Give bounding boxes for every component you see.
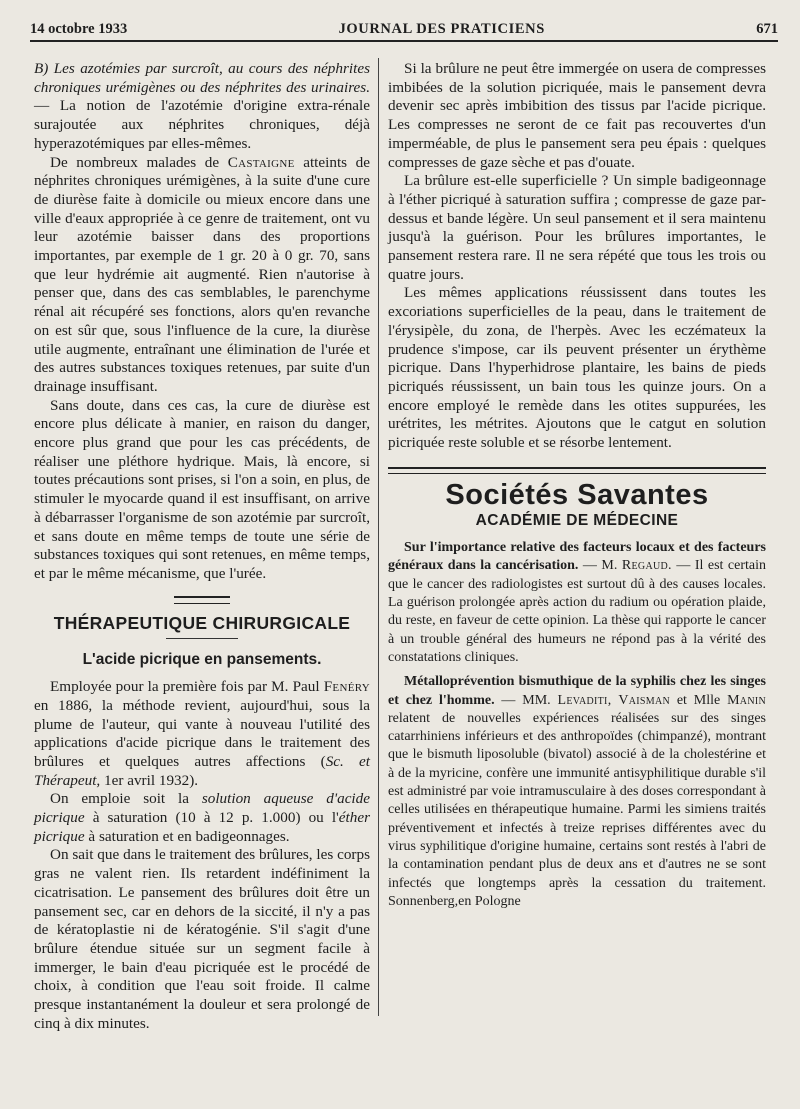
journal-name: JOURNAL DES PRATICIENS [338, 21, 545, 37]
page-header [30, 16, 778, 38]
subsection-heading: B) Les azotémies par surcroît, au cours des néphrites chroniques urémigènes ou des néphrites des urinaires. [34, 60, 370, 96]
item-title: Sur l'importance relative des facteurs locaux et des facteurs généraux dans la cancérisation. [388, 540, 766, 574]
paragraph: On sait que dans le traitement des brûlures, les corps gras ne valent rien. Ils retardent indéfiniment la cicatrisation. Le pansement des brûlures doit être un pansement sec, car en dehors de la siccité, il n'y a pas de kératoplastie ni de kératogénie. S'il s'agit d'une brûlure étendue située sur un segment facile à immerger, le bain d'eau picriquée est le procédé de choix, à condition que l'eau soit froide. Il calme presque instantanément la douleur et sera prolongé de cinq à dix minutes. [34, 846, 370, 1032]
text-run: On emploie soit la [50, 790, 202, 808]
double-rule [388, 467, 766, 474]
paragraph: La brûlure est-elle superficielle ? Un simple badigeonnage à l'éther picriqué à saturation suffira ; compresse de gaze par-dessus et bande légère. Un seul pansement et il sera maintenu jusqu'à la guérison. Pour les brûlures importantes, le pansement restera rare. Il ne sera répété que tous les trois ou quatre jours. [388, 172, 766, 283]
item-title: Métalloprévention bismuthique de la syphilis chez les singes et chez l'homme. [388, 674, 766, 708]
text-run: 1er avril 1932). [100, 771, 199, 789]
text-run: à saturation et en badigeonnages. [84, 827, 290, 845]
text-run: — MM. [494, 692, 558, 708]
paragraph [34, 678, 370, 790]
text-run: — Il est certain que le cancer des radiologistes est surtout dû à des causes locales. La guérison prolongée après action du radium ou opération plaide, du reste, en faveur de cette opinion. La thèse qui rapporte le cancer à un trouble général des humeurs ne répond pas à la vérité des constatations cliniques. [388, 558, 767, 665]
text-run: atteints de néphrites chroniques urémigènes, à la suite d'une cure de diurèse faite à domicile ou mieux encore dans une ville d'eaux appropriée à ce genre de traitement, ont vu leur azotémie baisser dans des proportions importantes, par exemple de 1 gr. 20 à 0 gr. 70, sans que leur hydrémie ait augmenté. Rien n'autorise à penser que, dans des cas semblables, le parenchyme rénal ait récupéré ses fonctions, alors qu'en revanche on est sûr que, sous l'influence de la cure, la diurèse utile augmente, entraînant une élimination de l'urée et des autres substances toxiques retenues, par suite d'un drainage insuffisant. [34, 153, 370, 395]
paragraph [34, 790, 370, 846]
emphasis: éther picrique [34, 809, 370, 845]
text-run: — La notion de l'azotémie d'origine extra-rénale surajoutée aux néphrites chroniques, déjà hyperazotémiques par elles-mêmes. [34, 97, 370, 152]
paragraph: Les mêmes applications réussissent dans toutes les excoriations superficielles de la peau, dans le traitement de l'érysipèle, du zona, de l'herpès. Avec les eczémateux la prudence s'impose, car ils peuvent présenter un érythème picrique. Dans l'hyperhidrose plantaire, les bains de pieds picriqués réussissent, un bain tous les quinze jours. On a encore employé le remède dans les otites suppurées, les urétrites, les métrites. Ajoutons que le catgut en solution picriquée reste soluble et se résorbe lentement. [388, 284, 766, 452]
author-name: Levaditi, [557, 692, 612, 708]
paragraph: Si la brûlure ne peut être immergée on usera de compresses imbibées de la solution picriquée, mais le pansement devra devenir sec après imbibition des tissus par l'acide picrique. Les compresses ne seront de ce fait pas recouvertes d'un imperméable, de plus le pansement sera peu épais : quelques compresses de gaze sèche et pas d'ouate. [388, 60, 766, 171]
text-run: Employée pour la première fois par M. Paul [50, 678, 324, 696]
text-run: en 1886, la méthode revient, aujourd'hui, sous la plume de l'auteur, qui vante à nouveau l'utilité des applications d'acide picrique dans le traitement des brûlures et quelques autres affections ( [34, 696, 370, 770]
paragraph [34, 60, 370, 154]
author-name: Castaigne [227, 153, 295, 171]
column-divider [378, 58, 379, 1016]
author-name: Regaud. [621, 558, 672, 574]
author-name: Vaisman [618, 692, 671, 708]
paragraph: Sans doute, dans ces cas, la cure de diurèse est encore plus délicate à manier, en raison du danger, encore plus grand que pour les cas précédents, de réaliser une pléthore hydrique. Mais, là encore, si toutes précautions sont prises, si l'on a soin, en plus, de stimuler le myocarde quand il est insuffisant, on arrive à débarrasser l'organisme de son azotémie par surcroît, et sans doute en même temps de toute une série de substances toxiques qui sont retenues, en même temps, et par le même mécanisme, que l'urée. [34, 396, 370, 582]
author-name: Fenéry [323, 678, 370, 696]
source-citation: Sc. et Thérapeut, [34, 752, 371, 789]
text-run: relatent de nouvelles expériences réalisées sur des singes catarrhiniens inférieurs et des anthropoïdes (chimpanzé), montrant que le bismuth liposoluble (bivatol) associé à de la cholestérine et à de la myricine, confère une immunité antisyphilitique durable s'il est administré par voie intramusculaire à des doses correspondant à celles utilisées en thérapeutique humaine. Parmi les simiens traités préventivement et infectés à treize reprises différentes avec du virus syphilitique d'origine humaine, certains sont restés à l'abri de la contamination pendant plus de deux ans et d'autres ne se sont infectés que longtemps après la cessation du traitement. Sonnenberg,en Pologne [388, 710, 766, 909]
page-number: 671 [756, 21, 778, 37]
article-title: L'acide picrique en pansements. [82, 651, 322, 669]
paragraph [388, 673, 766, 911]
section-banner: Sociétés Savantes [445, 478, 709, 511]
emphasis: solution aqueuse d'acide picrique [34, 790, 370, 827]
section-title: THÉRAPEUTIQUE CHIRURGICALE [53, 612, 351, 633]
divider [166, 638, 238, 639]
paragraph [388, 539, 766, 667]
header-rule [30, 40, 778, 42]
ornament-rule [174, 596, 230, 604]
text-run: et Mlle [670, 692, 728, 708]
text-run: — M. [578, 558, 622, 574]
society-heading: ACADÉMIE DE MÉDECINE [475, 512, 679, 530]
author-name: Manin [727, 692, 767, 708]
text-run: De nombreux malades de [50, 153, 228, 171]
paragraph [34, 154, 370, 397]
issue-date: 14 octobre 1933 [30, 21, 128, 37]
right-column [388, 60, 766, 911]
text-run: à saturation (10 à 12 p. 1.000) ou l' [84, 809, 339, 827]
left-column [34, 60, 370, 1033]
